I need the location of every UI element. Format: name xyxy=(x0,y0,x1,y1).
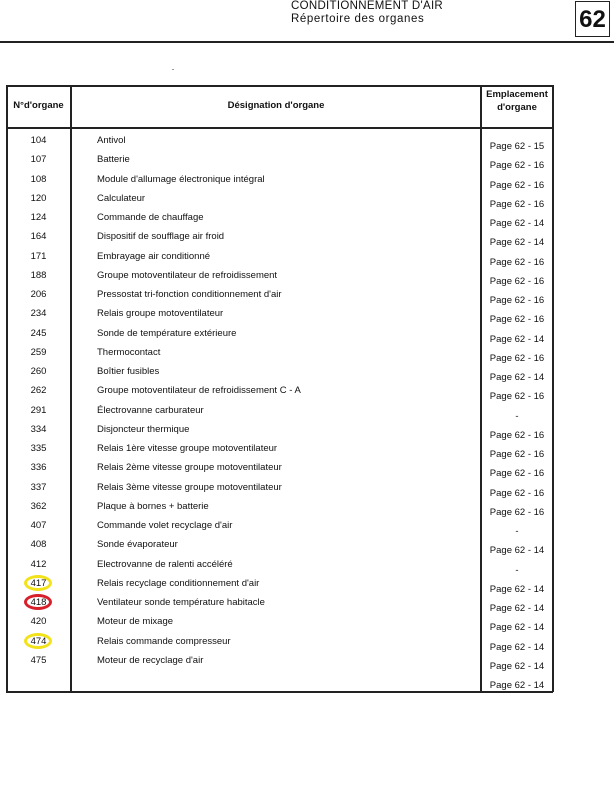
table-row xyxy=(6,135,553,154)
organ-designation: Electrovanne de ralenti accéléré xyxy=(97,558,233,570)
organ-number: 164 xyxy=(30,231,47,243)
organ-designation: Embrayage air conditionné xyxy=(97,250,211,262)
organ-location: - xyxy=(515,526,519,537)
organ-location: Page 62 - 16 xyxy=(489,449,545,460)
table-row xyxy=(6,520,553,539)
yellow-circle-highlight-icon xyxy=(24,633,52,649)
organ-location: Page 62 - 14 xyxy=(489,583,545,595)
table-row xyxy=(6,328,553,347)
organ-designation: Relais 3ème vitesse groupe motoventilateur xyxy=(97,481,282,493)
organ-number: 475 xyxy=(30,654,47,666)
table-row xyxy=(6,212,553,231)
chapter-number-box: 62 xyxy=(575,1,610,37)
table-row xyxy=(6,405,553,424)
table-row xyxy=(6,539,553,558)
organ-location: Page 62 - 14 xyxy=(489,218,545,229)
organ-number: 334 xyxy=(30,423,47,435)
organ-number: 107 xyxy=(30,154,47,166)
organ-designation: Dispositif de soufflage air froid xyxy=(97,231,225,243)
organ-number: 124 xyxy=(30,212,47,223)
organ-designation: Sonde de température extérieure xyxy=(97,327,237,339)
organ-number: 335 xyxy=(30,443,47,454)
organ-designation: Relais 2ème vitesse groupe motoventilateur xyxy=(97,462,282,474)
organ-location: Page 62 - 15 xyxy=(489,141,545,152)
organ-location: Page 62 - 16 xyxy=(489,391,545,403)
organ-designation: Pressostat tri-fonction conditionnement d'air xyxy=(97,289,282,300)
column-header-location-line1: Emplacement xyxy=(486,89,548,100)
organ-number: 260 xyxy=(30,366,47,377)
table-row xyxy=(6,462,553,481)
red-circle-highlight-icon xyxy=(24,594,52,610)
organ-location: Page 62 - 16 xyxy=(489,160,545,172)
organ-number: 336 xyxy=(30,462,47,474)
organ-designation: Groupe motoventilateur de refroidissement C - A xyxy=(97,385,301,397)
organ-designation: Électrovanne carburateur xyxy=(97,404,204,416)
table-row xyxy=(6,636,553,655)
organ-location: Page 62 - 16 xyxy=(489,314,545,326)
organ-location: Page 62 - 16 xyxy=(489,275,545,287)
header-subtitle: Répertoire des organes xyxy=(291,13,425,25)
organ-designation: Plaque à bornes + batterie xyxy=(97,500,209,512)
organ-designation: Commande de chauffage xyxy=(97,212,204,223)
organ-number: 291 xyxy=(30,404,47,416)
organ-location: Page 62 - 16 xyxy=(489,179,545,191)
yellow-circle-highlight-icon xyxy=(24,575,52,591)
organ-designation: Disjoncteur thermique xyxy=(97,423,190,435)
organ-number: 104 xyxy=(30,135,47,146)
column-header-location-line2: d'organe xyxy=(497,102,537,113)
organ-designation: Relais recyclage conditionnement d'air xyxy=(97,577,260,589)
table-row xyxy=(6,578,553,597)
table-row xyxy=(6,424,553,443)
organ-designation: Ventilateur sonde température habitacle xyxy=(97,597,265,608)
table-row xyxy=(6,443,553,462)
table-row xyxy=(6,616,553,635)
organ-number: 262 xyxy=(30,385,47,397)
organ-designation: Moteur de recyclage d'air xyxy=(97,654,204,666)
table-row xyxy=(6,501,553,520)
organ-number: 108 xyxy=(30,173,47,185)
organ-location: Page 62 - 14 xyxy=(489,237,545,249)
organ-number: 408 xyxy=(30,539,47,551)
organ-location: Page 62 - 14 xyxy=(489,622,545,634)
organ-table xyxy=(6,85,553,692)
table-border-top xyxy=(6,85,553,87)
table-row xyxy=(6,251,553,270)
organ-location: Page 62 - 16 xyxy=(489,198,545,210)
organ-location: Page 62 - 14 xyxy=(489,372,545,383)
scan-speck xyxy=(172,69,174,70)
header-title: CONDITIONNEMENT D'AIR xyxy=(291,0,444,12)
table-row xyxy=(6,385,553,404)
organ-location: - xyxy=(515,564,519,576)
organ-designation: Relais groupe motoventilateur xyxy=(97,308,224,320)
table-row xyxy=(6,289,553,308)
organ-designation: Antivol xyxy=(97,135,126,146)
organ-location: Page 62 - 16 xyxy=(489,429,545,441)
table-row xyxy=(6,655,553,674)
organ-number: 120 xyxy=(30,192,47,204)
organ-designation: Batterie xyxy=(97,154,130,166)
organ-designation: Module d'allumage électronique intégral xyxy=(97,173,265,185)
organ-designation: Thermocontact xyxy=(97,346,161,358)
table-row xyxy=(6,482,553,501)
organ-designation: Sonde évaporateur xyxy=(97,539,178,551)
organ-location: Page 62 - 14 xyxy=(489,603,545,614)
organ-designation: Groupe motoventilateur de refroidissement xyxy=(97,269,278,281)
table-row xyxy=(6,347,553,366)
organ-location: Page 62 - 14 xyxy=(489,641,545,653)
organ-number: 420 xyxy=(30,616,47,628)
organ-number: 188 xyxy=(30,269,47,281)
organ-location: Page 62 - 16 xyxy=(489,506,545,518)
table-row xyxy=(6,231,553,250)
table-row xyxy=(6,674,553,693)
organ-number: 171 xyxy=(30,250,47,262)
organ-designation: Relais commande compresseur xyxy=(97,635,231,647)
organ-location: Page 62 - 14 xyxy=(489,545,545,557)
organ-number: 245 xyxy=(30,327,47,339)
organ-location: Page 62 - 16 xyxy=(489,487,545,499)
organ-number: 417 xyxy=(30,577,47,589)
table-row xyxy=(6,597,553,616)
organ-number: 418 xyxy=(30,597,47,608)
organ-number: 412 xyxy=(30,558,47,570)
column-header-designation: Désignation d'organe xyxy=(227,100,325,111)
table-row xyxy=(6,366,553,385)
organ-designation: Commande volet recyclage d'air xyxy=(97,520,233,531)
organ-designation: Moteur de mixage xyxy=(97,616,174,628)
organ-location: Page 62 - 14 xyxy=(489,333,545,345)
organ-designation: Calculateur xyxy=(97,192,146,204)
column-header-number: N°d'organe xyxy=(13,100,64,111)
organ-number: 362 xyxy=(30,500,47,512)
table-row xyxy=(6,193,553,212)
organ-number: 206 xyxy=(30,289,47,300)
header-rule xyxy=(0,41,614,43)
organ-location: Page 62 - 16 xyxy=(489,468,545,480)
organ-designation: Boîtier fusibles xyxy=(97,366,160,377)
organ-number: 259 xyxy=(30,346,47,358)
organ-location: Page 62 - 14 xyxy=(489,680,545,691)
column-header-location xyxy=(482,88,552,114)
organ-number: 407 xyxy=(30,520,47,531)
table-row xyxy=(6,559,553,578)
table-row xyxy=(6,270,553,289)
organ-number: 474 xyxy=(30,635,47,647)
organ-location: - xyxy=(515,410,519,422)
organ-designation: Relais 1ère vitesse groupe motoventilateur xyxy=(97,443,278,454)
organ-number: 234 xyxy=(30,308,47,320)
organ-location: Page 62 - 14 xyxy=(489,660,545,672)
organ-location: Page 62 - 16 xyxy=(489,295,545,306)
table-row xyxy=(6,308,553,327)
table-row xyxy=(6,174,553,193)
table-header-divider xyxy=(6,127,553,129)
organ-location: Page 62 - 16 xyxy=(489,352,545,364)
table-row xyxy=(6,154,553,173)
organ-number: 337 xyxy=(30,481,47,493)
organ-location: Page 62 - 16 xyxy=(489,256,545,268)
